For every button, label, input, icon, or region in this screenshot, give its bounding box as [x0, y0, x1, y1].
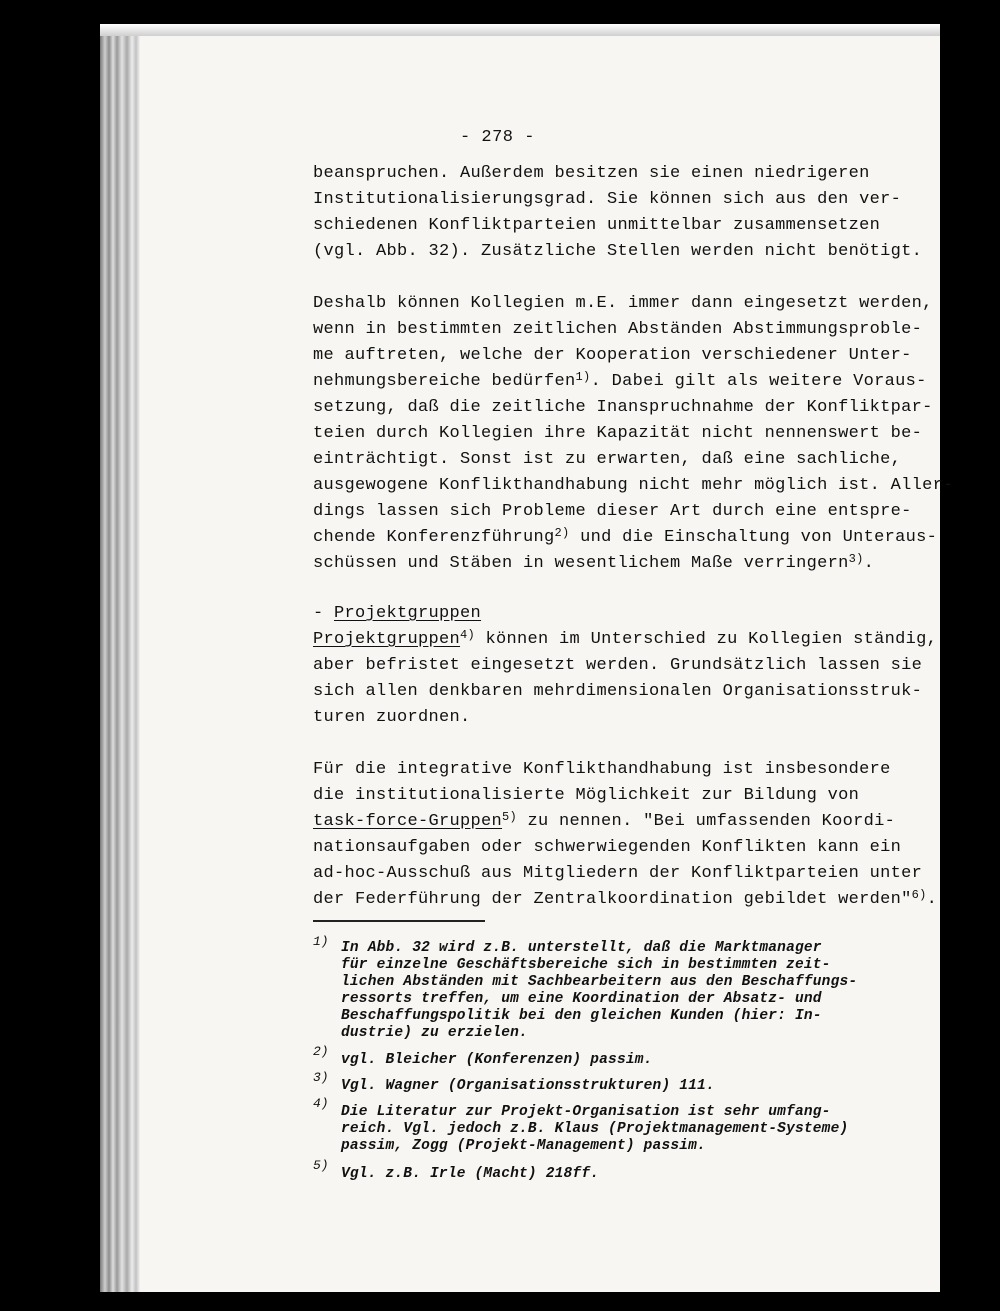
footnote-line: reich. Vgl. jedoch z.B. Klaus (Projektmanagement-Systeme) — [341, 1121, 849, 1137]
text-line: dings lassen sich Probleme dieser Art durch eine entspre- — [313, 502, 912, 521]
page-stack-edge — [100, 34, 140, 1292]
footnote-line: passim, Zogg (Projekt-Management) passim. — [341, 1138, 706, 1154]
footnote-line: lichen Abständen mit Sachbearbeitern aus den Beschaffungs- — [341, 974, 858, 990]
text-line: Projektgruppen$^{4)}$ können im Unterschied zu Kollegien ständig, — [313, 628, 938, 649]
footnote-line: Beschaffungspolitik bei den gleichen Kunden (hier: In- — [341, 1008, 822, 1024]
footnote-ref: 4) — [460, 628, 476, 642]
page-number: - 278 - — [460, 128, 535, 147]
footnote-line: Die Literatur zur Projekt-Organisation ist sehr umfang- — [341, 1104, 831, 1120]
footnote-number: 4) — [313, 1096, 329, 1111]
text-line: beanspruchen. Außerdem besitzen sie einen niedrigeren — [313, 164, 870, 183]
text-line: (vgl. Abb. 32). Zusätzliche Stellen werden nicht benötigt. — [313, 242, 923, 261]
footnote-number: 5) — [313, 1158, 329, 1173]
footnote-line: für einzelne Geschäftsbereiche sich in bestimmten zeit- — [341, 957, 831, 973]
text-line: teien durch Kollegien ihre Kapazität nicht nennenswert be- — [313, 424, 923, 443]
text-line: ausgewogene Konflikthandhabung nicht mehr möglich ist. Aller- — [313, 476, 954, 495]
text-line: Institutionalisierungsgrad. Sie können sich aus den ver- — [313, 190, 902, 209]
footnote-number: 2) — [313, 1044, 329, 1059]
footnote-number: 1) — [313, 934, 329, 949]
footnote-line: Vgl. z.B. Irle (Macht) 218ff. — [341, 1166, 600, 1182]
footnote-line: In Abb. 32 wird z.B. unterstellt, daß die Marktmanager — [341, 940, 822, 956]
text-line: schiedenen Konfliktparteien unmittelbar zusammensetzen — [313, 216, 881, 235]
footnote-ref: 3) — [848, 552, 864, 566]
text-line: Für die integrative Konflikthandhabung ist insbesondere — [313, 760, 891, 779]
footnote-line: Vgl. Wagner (Organisationsstrukturen) 111. — [341, 1078, 715, 1094]
section-heading: - Projektgruppen — [313, 604, 482, 623]
text-line: aber befristet eingesetzt werden. Grundsätzlich lassen sie — [313, 656, 923, 675]
footnote-ref: 6) — [911, 888, 927, 902]
text-line: wenn in bestimmten zeitlichen Abständen Abstimmungsproble- — [313, 320, 923, 339]
text-line: sich allen denkbaren mehrdimensionalen Organisationsstruk- — [313, 682, 923, 701]
footnote-separator — [313, 920, 485, 922]
footnote-line: dustrie) zu erzielen. — [341, 1025, 528, 1041]
footnote-ref: 1) — [575, 370, 591, 384]
text-line: nationsaufgaben oder schwerwiegenden Konflikten kann ein — [313, 838, 902, 857]
text-line: die institutionalisierte Möglichkeit zur Bildung von — [313, 786, 860, 805]
footnote-number: 3) — [313, 1070, 329, 1085]
text-line: nehmungsbereiche bedürfen$^{1)}$. Dabei gilt als weitere Voraus- — [313, 370, 927, 391]
text-line: der Federführung der Zentralkoordination gebildet werden"$^{6)}$. — [313, 888, 938, 909]
text-line: setzung, daß die zeitliche Inanspruchnahme der Konfliktpar- — [313, 398, 933, 417]
text-line: task-force-Gruppen$^{5)}$ zu nennen. "Bei umfassenden Koordi- — [313, 810, 896, 831]
footnote-ref: 2) — [554, 526, 570, 540]
text-line: schüssen und Stäben in wesentlichem Maße verringern$^{3)}$. — [313, 552, 875, 573]
footnote-ref: 5) — [502, 810, 518, 824]
text-line: einträchtigt. Sonst ist zu erwarten, daß eine sachliche, — [313, 450, 902, 469]
text-line: chende Konferenzführung$^{2)}$ und die Einschaltung von Unteraus- — [313, 526, 938, 547]
text-line: ad-hoc-Ausschuß aus Mitgliedern der Konfliktparteien unter — [313, 864, 923, 883]
text-line: Deshalb können Kollegien m.E. immer dann eingesetzt werden, — [313, 294, 933, 313]
page-top-edge — [100, 24, 940, 36]
footnote-line: ressorts treffen, um eine Koordination der Absatz- und — [341, 991, 822, 1007]
text-line: me auftreten, welche der Kooperation verschiedener Unter- — [313, 346, 912, 365]
text-line: turen zuordnen. — [313, 708, 471, 727]
footnote-line: vgl. Bleicher (Konferenzen) passim. — [341, 1052, 653, 1068]
